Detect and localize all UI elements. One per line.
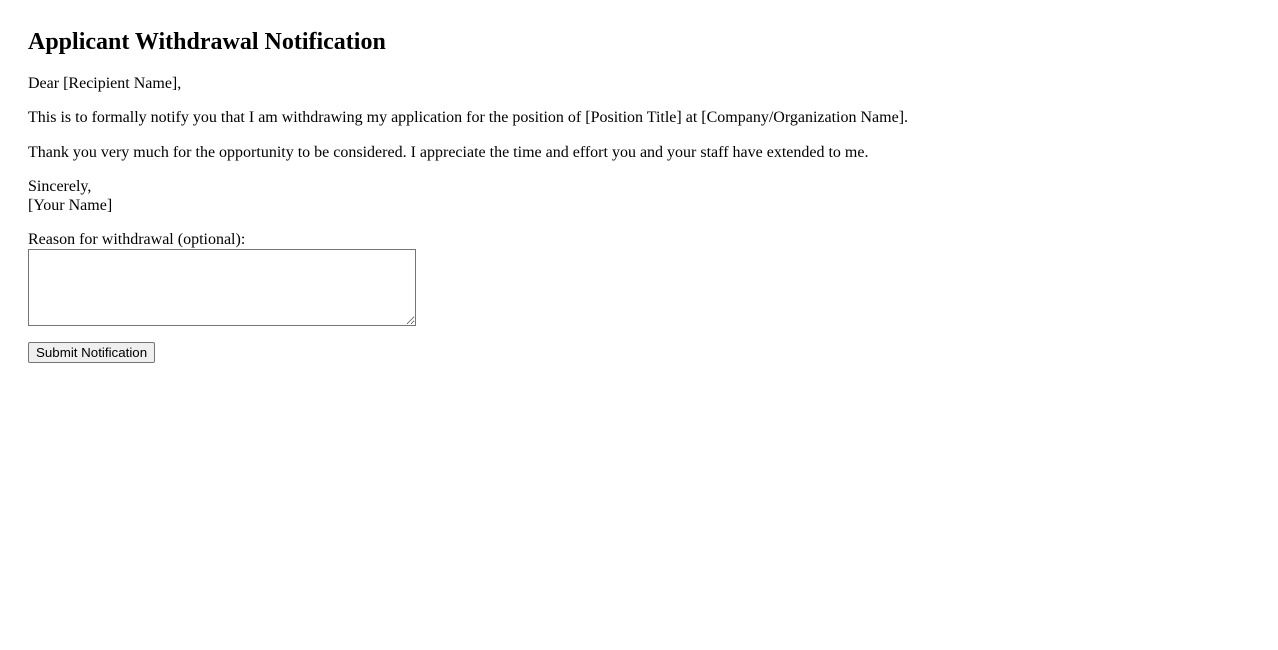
reason-label: Reason for withdrawal (optional): xyxy=(28,230,246,248)
submit-block xyxy=(28,342,1250,363)
salutation-text: Dear [Recipient Name], xyxy=(28,75,182,92)
reason-textarea[interactable] xyxy=(28,249,416,326)
closing-block xyxy=(28,178,1250,215)
withdrawal-statement-text: This is to formally notify you that I am withdrawing my application for the position of [Position Title] at [Company/Organization Name]. xyxy=(28,109,909,127)
reason-field-block xyxy=(28,231,1250,326)
closing-line: Sincerely, xyxy=(28,178,92,196)
page-title: Applicant Withdrawal Notification xyxy=(28,29,386,55)
signature-placeholder: [Your Name] xyxy=(28,196,113,214)
submit-notification-button[interactable]: Submit Notification xyxy=(28,342,155,363)
thank-you-text: Thank you very much for the opportunity to be considered. I appreciate the time and effort you and your staff have extended to me. xyxy=(28,143,869,161)
